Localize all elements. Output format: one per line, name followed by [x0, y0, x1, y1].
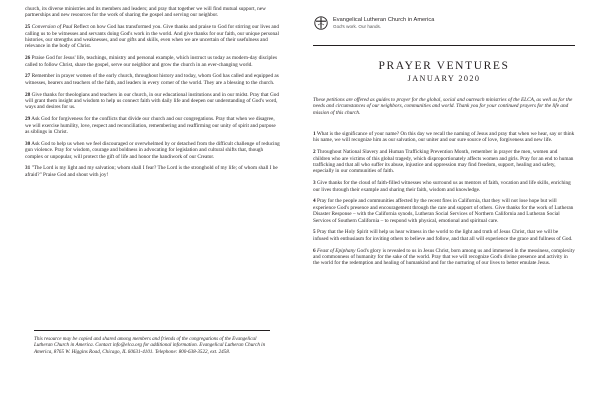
petition-3	[313, 180, 575, 193]
petition-31	[25, 165, 280, 178]
petition-number: 6	[313, 247, 316, 254]
petition-text: Ask God for forgiveness for the conflicts that divide our church and our congregations. Pray that when we disagree, we will exercise humility, love, respect and reconciliation, remembering and reaffirming our unity of spirit and purpose as siblings in Christ.	[25, 116, 276, 136]
petition-1	[313, 131, 575, 144]
petition-text: Praise God for Jesus' life, teachings, ministry and personal example, which instruct us today as modern-day disciples called to follow Christ, share the gospel, serve our neighbor and grow the church in an ever-changing world.	[25, 55, 278, 68]
petition-26	[25, 55, 280, 68]
page-title: PRAYER VENTURES	[378, 60, 510, 72]
left-column	[25, 6, 280, 184]
copyright-notice: This resource may be copied and shared among members and friends of the congregations of the Evangelical Lutheran Church in America. Contact info@elca.org for additional information. Evangelical Lutheran Church in America, 8765 W. Higgins Road, Chicago, IL 60631-4101. Telephone: 800-638-3522, ext. 2458.	[34, 336, 266, 355]
left-petition-list	[25, 24, 280, 178]
feast-name: Conversion of Paul	[31, 24, 73, 31]
petition-4	[313, 198, 575, 224]
petition-text: Reflect on how God has transformed you. Give thanks and praise to God for stirring our lives and calling us to be witnesses and servants doing God's work in the world. And give thanks for our faith, our unique personal histories, our strengths and weaknesses, and our gifts and skills, even when we are uncertain of their usefulness and relevance in the body of Christ.	[25, 24, 280, 50]
petition-text: What is the significance of your name? On this day we recall the naming of Jesus and pray that when we hear, say or think his name, we will recognize him as our salvation, our uniter and our sure source of love, forgiveness and new life.	[313, 131, 575, 144]
petition-number: 4	[313, 198, 316, 205]
logo-name: Evangelical Lutheran Church in America	[333, 16, 435, 23]
petition-number: 31	[25, 165, 31, 172]
petition-number: 3	[313, 180, 316, 187]
petition-text: Throughout National Slavery and Human Trafficking Prevention Month, remember in prayer the men, women and children who are victims of this global tragedy, which disproportionately affects women and girls. Pray for an end to human trafficking and that all who suffer its abuse, injustice and oppression may find freedom, support, healing and safety, especially in our communities of faith.	[313, 149, 574, 175]
header-divider	[313, 45, 575, 46]
petition-number: 30	[25, 140, 31, 147]
petition-25	[25, 24, 280, 50]
petition-number: 2	[313, 149, 316, 156]
elca-logo	[314, 16, 434, 30]
logo-tagline: God's work. Our hands.	[333, 24, 382, 30]
petition-number: 26	[25, 55, 31, 62]
petition-29	[25, 116, 280, 135]
page-date: JANUARY 2020	[407, 74, 481, 83]
petition-text: Give thanks for the cloud of faith-filled witnesses who surround us as mentors of faith, vocation and life skills, enriching our lives through their example and sharing their faith, wisdom and knowledge.	[313, 180, 571, 193]
petition-text: Ask God to help us when we feel discouraged or overwhelmed by or detached from the difficult challenge of reducing gun violence. Pray for wisdom, courage and boldness in advocating for legislation and cultural shifts that, though complex or unpopular, will protect the gift of life and honor the handiwork of our Creator.	[25, 140, 280, 160]
petition-text: Pray for the people and communities affected by the recent fires in California, that they will not lose hope but will experience God's presence and encouragement through the care and support of others. Give thanks for the work of Lutheran Disaster Response – with the California synods, Lutheran Social Services of Northern California and Lutheran Social Services of Southern California – to respond with physical, emotional and spiritual care.	[313, 198, 574, 224]
petition-30	[25, 141, 280, 160]
petition-number: 28	[25, 91, 31, 98]
petition-5	[313, 229, 575, 242]
petition-text: Remember in prayer women of the early church, throughout history and today, whom God has called and equipped as witnesses, bearers and teachers of the faith, and leaders in every corner of the world. They are a blessing to the church.	[25, 73, 279, 86]
petition-6	[313, 248, 575, 267]
petition-number: 1	[313, 131, 316, 137]
petition-28	[25, 92, 280, 111]
petition-27	[25, 73, 280, 86]
continued-fragment: church, its diverse ministries and its members and leaders; and pray that together we will find mutual support, new partnerships and new resources for the work of sharing the gospel and serving our neighbor.	[25, 6, 266, 19]
notice-divider	[34, 330, 270, 331]
petition-text: "The Lord is my light and my salvation; whom shall I fear? The Lord is the stronghold of my life; of whom shall I be afraid?" Praise God and shout with joy!	[25, 165, 278, 178]
intro-text: These petitions are offered as guides to prayer for the global, social and outreach ministries of the ELCA, as well as for the needs and circumstances of our neighbors, communities and world. Thank you for your continued prayers for the life and mission of this church.	[313, 97, 573, 116]
petition-number: 29	[25, 116, 31, 123]
petition-number: 27	[25, 73, 31, 80]
cross-logo-icon	[314, 16, 328, 30]
right-petition-list	[313, 131, 575, 272]
petition-2	[313, 149, 575, 175]
feast-name: Feast of Epiphany	[316, 247, 356, 254]
petition-number: 25	[25, 24, 31, 31]
petition-text: Pray that the Holy Spirit will help us hear witness in the world to the light and truth of Jesus Christ, that we will be infused with enthusiasm for inviting others to believe and follow, and that all will experience the grace and fullness of God.	[313, 229, 573, 242]
petition-text: Give thanks for theologians and teachers in our church, in our educational institutions and in our midst. Pray that God will grant them insight and wisdom to help us connect faith with daily life and deepen our understanding of God's word, ways and desires for us.	[25, 91, 279, 111]
petition-text: God's glory is revealed to us in Jesus Christ, born among us and immersed in the messiness, complexity and commonness of humanity for the sake of the world. Pray that we will recognize God's divine presence and activity in the world for the redemption and healing of humankind and for the nurturing of our lives to better emulate Jesus.	[313, 247, 575, 267]
petition-number: 5	[313, 229, 316, 236]
